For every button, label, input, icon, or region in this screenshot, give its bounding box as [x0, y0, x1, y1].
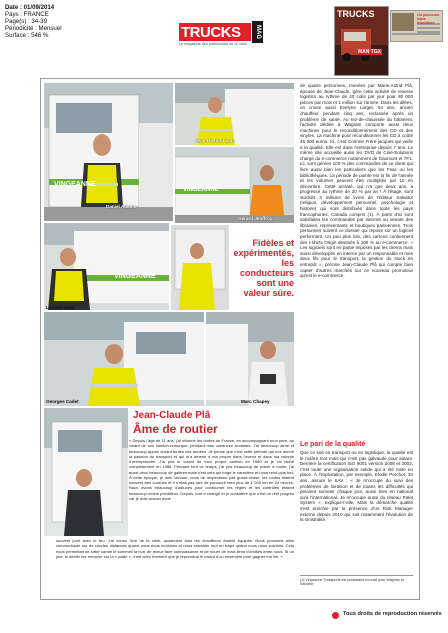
- rights-logo-icon: [332, 612, 339, 619]
- masthead-tagline: Le magazine des passionnés de la route: [179, 42, 248, 46]
- caption-laurent-dore: Laurent Doré: [46, 305, 75, 310]
- magazine-inner-thumbnail: [390, 10, 443, 42]
- trucks-logo: [179, 23, 251, 41]
- rights-notice: Tous droits de reproduction réservés: [343, 611, 442, 617]
- clipping-country: Pays : FRANCE: [5, 11, 49, 19]
- truck-lettering-5: VINGEANNE: [114, 273, 156, 280]
- truck-lettering-4: VINGEANNE: [183, 187, 219, 193]
- clipping-pages: Page(s) : 34-39: [5, 18, 48, 26]
- photo-2-scene: [175, 83, 294, 145]
- photo-4-scene: [175, 147, 294, 223]
- photo-driver-cab: [171, 225, 229, 310]
- cover-badge: MAN TGX: [358, 49, 382, 55]
- clipping-surface: Surface : 546 %: [5, 32, 49, 40]
- photo-georges-cadet: [44, 312, 204, 406]
- article-column-1: de quatre personnes, menées par Marie-Astrid Plâ, épouse de Jean-Claude, gère cette activité de reverse logistics au rythme de 40 colis par jour pour 80 000 pièces par mois et 1 million sur l'année. Dans les allées, on croise aussi Evelyne Larget, 54 ans, ancien chauffeur pendant cinq ans, reclassée après un problème de santé. Au rez-de-chaussée du bâtiment, l'activité dédiée à Wagram comporte aussi deux machines pour le reconditionnement des CD et des vinyles. La machine pour reconditionner les CD a coûté 45 000 euros. Ici, c'est Corinne Frère-jacques qui veille à la qualité. Elle est dans l'entreprise depuis 7 ans. Le même site accueille aussi les DVD de Ciné-Solutions chargé du e-commerce notamment de Gaumont et TF1. Ici, sont gérées 100 % des commandes de ce client qui livre aussi bien les particuliers que les Fnac ou les bibliothèques. La période de pointe est la fin de l'année et les volumes peuvent être multipliés par 10 en décembre. Cette activité, qui n'a que deux ans, a progressé au rythme de 20 % par an ! À l'étage, sont stockés 3 millions de livres de l'éditeur Salvator (religion, développement personnel, psychologie et histoire) qui sont distribués dans toute les pays francophones, Canada compris (1). À partir d'ici sont satisfaites les commandes par internet ou venant des librairies, représentants et boutiques parisiennes. Trois personnes suivent ce dossier qui repose sur un logiciel performant. Un peu plus loin, des cartons contiennent des t-shirts Origin destinés à 100 % au e-commerce. « Les logiciels sont en partie imposés par les clients mais aussi développés en interne par un responsable et mes deux fils pour le transport, la gestion du stock en entrepôt », précise Jean-Claude Plâ qui compte bien capter d'autres marchés sur ce nouveau promoteur qu'est le e-commerce.: [300, 83, 413, 279]
- photo-jean-claude-pla: [44, 408, 128, 536]
- magazine-cover-thumbnail: [334, 6, 389, 76]
- photo-marc-chapey: [206, 312, 294, 406]
- pull-quote: Fidèles et expérimentés, les conducteurs sont une valeur sûre.: [233, 238, 294, 298]
- caption-gerard-jeoffroy: Gérard Jeoffroy: [238, 216, 273, 221]
- caption-daniel-adams: Daniel Adams: [106, 204, 137, 209]
- photo-daniel-adams-strip: [44, 200, 173, 221]
- photo-laurent-dore: [44, 223, 169, 310]
- article-footnote: (1) Vingeanne Transports est prestataire exclusif pour Wagram et Salvator: [300, 575, 413, 586]
- photo-6-scene: [171, 225, 229, 310]
- inner-title: Un parcours sans frontières: [417, 13, 440, 25]
- cover-title: TRUCKS: [337, 9, 375, 19]
- profile-text: « Depuis l'âge de 11 ans, j'ai sillonné les routes de France, en accompagnant mon père, au volant de son camion-remorque, pendant mes vacances scolaires. J'ai beaucoup aimé et beaucoup appris durant toutes ces années. Je pense que c'est cette période qui m'a donné la passion du transport et qui m'a amené à ma propre dans l'avenir et dans ma volonté d'entreprendre. J'ai pris le volant de mon propre camion en 1980 et je l'ai lâché complètement en 1988. Pendant tout ce temps, j'ai pris beaucoup de plaisir à rouler, j'ai aussi vécu beaucoup de galères mais c'est cela qui forge le caractère et nous rend plus fort. À cette époque, je dois l'avouer, nous ne respections pas grand-chose, les routes étaient souvent très courues et il n'était pas rare de parcourir bien plus de 1 000 km en 24 heures. Nous avons beaucoup d'astuces pour contourner les règles et les contrôles étaient beaucoup moins pointilleux. Depuis, tout a changé et je considère que c'est un réel progrès car je dois avouer avoir: [129, 438, 294, 501]
- photo-7-scene: [44, 312, 204, 406]
- caption-jean-richard-lutz: Jean-Richard Lutz: [195, 138, 235, 143]
- caption-georges-cadet: Georges Cadet: [46, 399, 79, 404]
- clipping-periodicity: Périodicité : Mensuel: [5, 25, 62, 33]
- photo-5-scene: [44, 223, 169, 310]
- profile-heading: Âme de routier: [133, 422, 218, 436]
- clipping-date: Date : 01/09/2014: [5, 4, 55, 11]
- photo-9-scene: [44, 408, 128, 536]
- clipping-meta: [5, 4, 62, 39]
- article-subheading: Le pari de la qualité: [300, 441, 366, 448]
- photo-8-scene: [206, 312, 294, 406]
- truck-lettering-1: VINGEANNE: [54, 181, 96, 188]
- article-column-2: Que ce soit en transport ou en logistique, la qualité est le maître mot mais qui n'est pas galvaudé pour autant. Derrière la certification ISO 9001 version 2008 et 2002, c'est toute une organisation solide qui a été mise en place. À l'exploitation, par exemple, Elodie Perchot, 30 ans, assure le SAV : « Je m'occupe du suivi des problèmes de livraison et de toutes les difficultés qui peuvent survenir chaque jour, aussi bien en national qu'à l'international. Je m'occupe aussi du réseau Palet System », explique-t-elle. Mais la démarche qualité s'est enrichie par la présence d'un Risk Manager externe depuis 2010 qui suit notamment l'évolution de la sinistralité.: [300, 450, 413, 523]
- logo-mag-tab: MAG: [252, 21, 263, 43]
- photo-gerard-jeoffroy: [175, 147, 294, 223]
- profile-text-continued: souvent joué avec le feu. J'ai connu l'ère de la cibie, quasiment tous les chauffeurs étaient équipés. Nous pouvions ainsi communiquer sur de courtes distances quand nous nous croisions et nous entraider tout en trajet quand nous nous suivions. Cela nous permettait de lutter contre le sommeil la nuit, de mieux faire connaissance et de nouer de vrais liens d'amitiés entre nous. Si un jour, le destin me retrouve sur la « paille », c'est avec bonheur que je reprendrai le volant d'un ensemble pour gagner ma vie. »: [56, 538, 294, 559]
- logo-text: TRUCKS: [181, 24, 241, 41]
- profile-name: Jean-Claude Plâ: [133, 410, 211, 421]
- photo-jean-richard-lutz: [175, 83, 294, 145]
- caption-marc-chapey: Marc Chapey: [241, 399, 270, 404]
